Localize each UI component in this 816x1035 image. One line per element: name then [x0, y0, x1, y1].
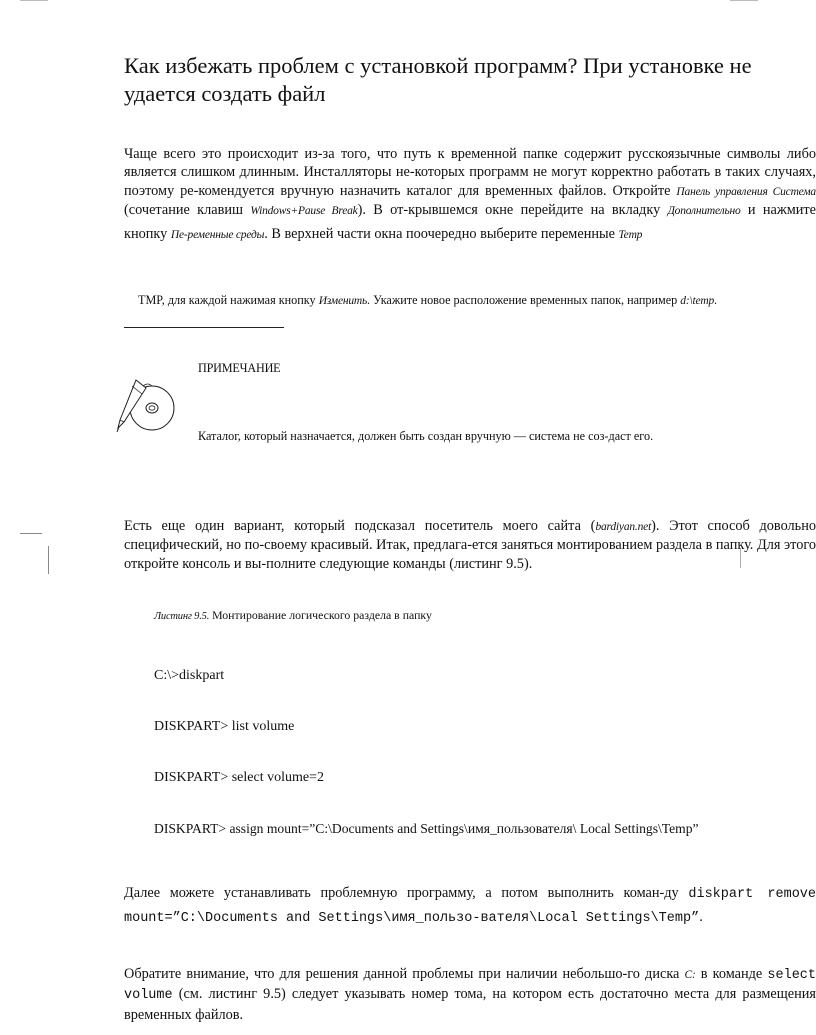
code-line: DISKPART> select volume=2	[154, 770, 324, 785]
drive-ref: C:	[684, 969, 696, 981]
text: и нажмите кнопку	[124, 201, 816, 243]
crop-mark	[730, 0, 758, 1]
text: Есть еще один вариант, который подсказал посетитель моего сайта (	[124, 518, 596, 534]
text: TMP	[138, 293, 162, 307]
margin-mark	[20, 533, 42, 534]
text: (сочетание клавиш	[124, 201, 251, 218]
command-ref: select volume	[124, 968, 816, 1004]
text: Далее можете устанавливать проблемную программу, а потом выполнить коман-ду	[124, 885, 689, 901]
text: . В верхней части окна поочередно выберите переменные	[264, 226, 619, 243]
control-panel-ref: Панель управления Система	[676, 185, 816, 198]
hotkey-ref: Windows+Pause Break	[250, 204, 358, 217]
note-text: Каталог, который назначается, должен быть создан вручную — система не соз-даст его.	[198, 429, 654, 443]
path-ref: d:\temp	[680, 295, 715, 307]
text: Обратите внимание, что для решения данной проблемы при наличии небольшо-го диска	[124, 966, 685, 982]
text: в команде	[695, 966, 768, 982]
site-ref: bardiyan.net	[595, 521, 652, 533]
button-ref: Пе-ременные среды	[170, 229, 265, 242]
button-ref: Изменить	[318, 295, 368, 307]
paragraph-remove	[124, 882, 816, 930]
pencil-disc-icon	[116, 378, 188, 434]
paragraph-variant	[124, 517, 816, 573]
margin-mark	[48, 546, 49, 574]
listing-caption	[154, 608, 432, 623]
paragraph-intro	[124, 145, 816, 244]
text: Чаще всего это происходит из-за того, что путь к временной папке содержит русскоязычные символы либо является слишком длинным. Инсталляторы не-которых программ не могут корректно работать в таких случаях, поэтому ре-комендуется вручную назначить каталог для временных файлов. Откройте	[124, 146, 816, 199]
code-line: C:\>diskpart	[154, 668, 225, 683]
text: . Укажите новое расположение временных папок, например	[367, 293, 681, 307]
text: (см. листинг 9.5) следует указывать номер тома, на котором есть достаточно места для размещения временных файлов.	[124, 986, 816, 1023]
listing-label: Листинг 9.5.	[154, 611, 210, 622]
page-title: Как избежать проблем с установкой программ? При установке не удается создать файл	[124, 53, 752, 106]
listing-title: Монтирование логического раздела в папку	[209, 608, 432, 622]
paragraph-attention	[124, 965, 816, 1024]
variable-ref: Temp	[618, 229, 643, 242]
text: .	[714, 293, 718, 307]
text: .	[699, 909, 703, 925]
command-ref: diskpart remove mount=”C:\Documents and Settings\имя_пользо-вателя\Local Settings\Temp”	[124, 887, 816, 926]
text: ). В от-крывшемся окне перейдите на вкладку	[357, 201, 668, 218]
tab-ref: Дополнительно	[667, 204, 741, 217]
text: ). Этот способ довольно специфический, но по-своему красивый. Итак, предлага-ется заняться монтированием раздела в папку. Для этого откройте консоль и вы-полните следующие команды (листинг 9.5).	[124, 518, 816, 572]
text: , для каждой нажимая кнопку	[161, 293, 319, 307]
paragraph-tmp	[138, 292, 798, 309]
divider	[124, 327, 284, 328]
crop-mark	[20, 0, 48, 1]
note-heading: ПРИМЕЧАНИЕ	[198, 361, 281, 375]
code-line: DISKPART> list volume	[154, 719, 295, 734]
code-line: DISKPART> assign mount=”C:\Documents and Settings\имя_пользователя\ Local Settings\Temp”	[154, 821, 699, 836]
